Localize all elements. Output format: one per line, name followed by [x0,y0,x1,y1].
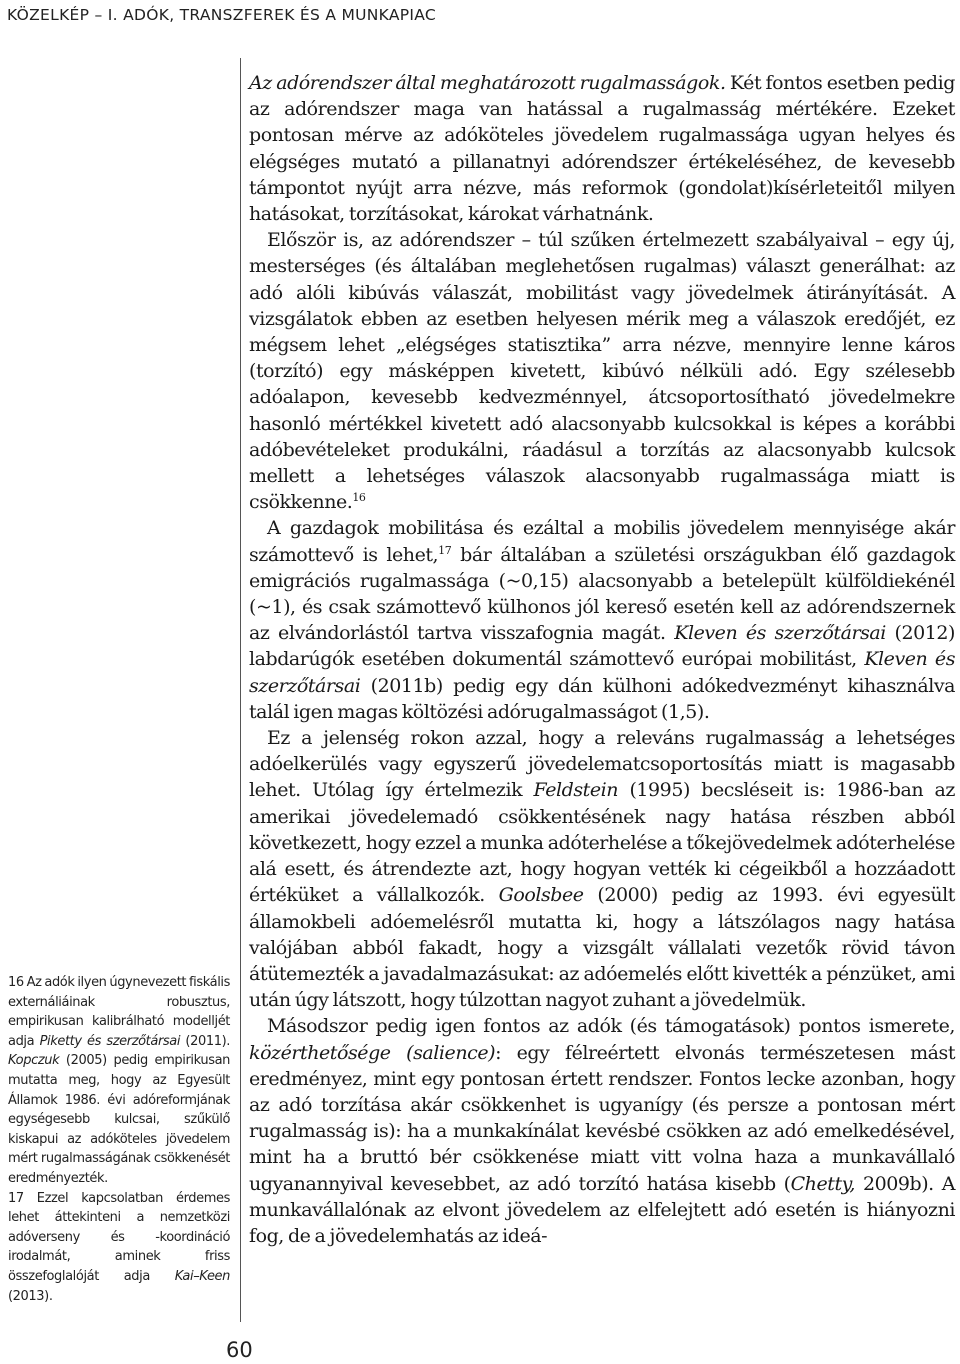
citation: Piketty és szerzőtársai [39,1033,181,1049]
main-text [249,70,955,1249]
running-head: KÖZELKÉP – I. ADÓK, TRANSZFEREK ÉS A MUNKAPIAC [7,6,437,24]
paragraph: Másodszor pedig igen fontos az adók (és támogatások) pontos ismerete, közérthetősége (salience): egy félreértett elvonás természetesen mást eredményez, mint egy pontosan értett rendszer. Fontos lecke azonban, hogy az adó torzítása akár csökkenhet is ugyanígy (és persze a pontosan mért rugalmasság is): ha a munkakínálat kevésbé csökken az adó emelkedésével, mint ha a bruttó bér csökkenése miatt vitt volna haza a munkavállaló ugyanannyival kevesebbet, az adó torzító hatása kisebb (Chetty, 2009b). A munkavállalónak az elvont jövedelem az elfelejtett adó esetén is hiányozni fog, de a jövedelemhatás az ideá- [249,1015,956,1247]
footnote-16: 16 Az adók ilyen úgynevezett fiskális externáliáinak robusztus, empirikusan kalibrálható modelljét adja Piketty és szerzőtársai (2011). Kopczuk (2005) pedig empirikusan mutatta meg, hogy az Egyesült Államok 1986. évi adóreformjának egységesebb kulcsai, szűkülő kiskapui az adóköteles jövedelem mért rugalmasságának csökkenését eredményezték. [8,975,230,1186]
citation: Kleven és szerzőtársai [674,622,886,645]
paragraph: Az adórendszer által meghatározott rugalmasságok. Két fontos esetben pedig az adórendszer maga van hatással a rugalmasság mértékére. Ezeket pontosan mérve az adóköteles jövedelem rugalmassága ugyan helyes és elégséges mutató a pillanatnyi adórendszer értékeléséhez, de kevesebb támpontot nyújt arra nézve, más reformok (gondolat)kísérleteitől milyen hatásokat, torzításokat, károkat várhatnánk. [249,72,955,226]
citation: Goolsbee [498,884,584,907]
column-divider [240,58,241,1322]
footnote-17: 17 Ezzel kapcsolatban érdemes lehet áttekinteni a nemzetközi adóverseny és -koordináció irodalmát, aminek friss összefoglalóját adja Kai–Keen (2013). [8,1190,230,1304]
paragraph: Ez a jelenség rokon azzal, hogy a releváns rugalmasság a lehetséges adóelkerülés vagy egyszerű jövedelematcsoportosítás miatt is magasabb lehet. Utólag így értelmezik Feldstein (1995) becsléseit is: 1986-ban az amerikai jövedelemadó csökkentésének nagy hatása részben abból következett, hogy ezzel a munka adóterhelése a tőkejövedelmek adóterhelése alá esett, és átrendezte azt, hogy hogyan vették ki cégeikből a hozzáadott értéküket a vállalkozók. Goolsbee (2000) pedig az 1993. évi egyesült államokbeli adóemelésről mutatta ki, hogy a látszólagos nagy hatása valójában abból fakadt, hogy a vizsgált vállalati vezetők rövid távon átütemezték a javadalmazásukat: az adóemelés előtt kivették a pénzüket, ami után úgy látszott, hogy túlzottan nagyot zuhant a jövedelmük. [249,727,955,1012]
paragraph: A gazdagok mobilitása és ezáltal a mobilis jövedelem mennyisége akár számottevő is lehet,$^{17}$ bár általában a születési országukban élő gazdagok emigrációs rugalmassága (~0,15) alacsonyabb a betelepült külföldiekénél (~1), és csak számottevő külhonos jól kereső esetén kell az adórendszernek az elvándorlástól tartva visszafognia magát. Kleven és szerzőtársai (2012) labdarúgók esetében dokumentál számottevő európai mobilitást, Kleven és szerzőtársai (2011b) pedig egy dán külhoni adókedvezményt kihasználva talál igen magas költözési adórugalmasságot (1,5). [249,517,955,723]
citation: Feldstein [533,779,619,802]
citation: Kleven és szerzőtársai [249,648,955,697]
citation: Kai–Keen [174,1268,230,1284]
section-heading: Az adórendszer által meghatározott rugalmasságok. [249,72,726,94]
footnote-ref-17: 17 [438,543,452,557]
citation: Kopczuk [8,1053,60,1069]
page-number: 60 [226,1338,253,1362]
paragraph: Először is, az adórendszer – túl szűken értelmezett szabályaival – egy új, mesterséges (és általában meglehetősen rugalmas) választ generálhat: az adó alóli kibúvás válaszát, mobilitást vagy jövedelmek átirányítását. A vizsgálatok ebben az esetben helyesen mérik meg a válaszok eredőjét, ez mégsem lehet „elégséges statisztika” arra nézve, mennyire lenne káros (torzító) egy másképpen kivetett, kibúvó nélküli adó. Egy szélesebb adóalapon, kevesebb kedvezménnyel, átcsoportosítható jövedelmekre hasonló mértékkel kivetett adó alacsonyabb kulcsokkal is képes a korábbi adóbevételeket produkálni, ráadásul a torzítás az alacsonyabb kulcsok mellett a lehetséges válaszok alacsonyabb rugalmassága miatt is csökkenne.$^{16}$ [249,229,955,514]
citation: Chetty, [790,1172,855,1195]
footnotes [8,973,230,1306]
footnote-ref-16: 16 [352,491,366,505]
term: közérthetősége (salience) [249,1041,496,1064]
